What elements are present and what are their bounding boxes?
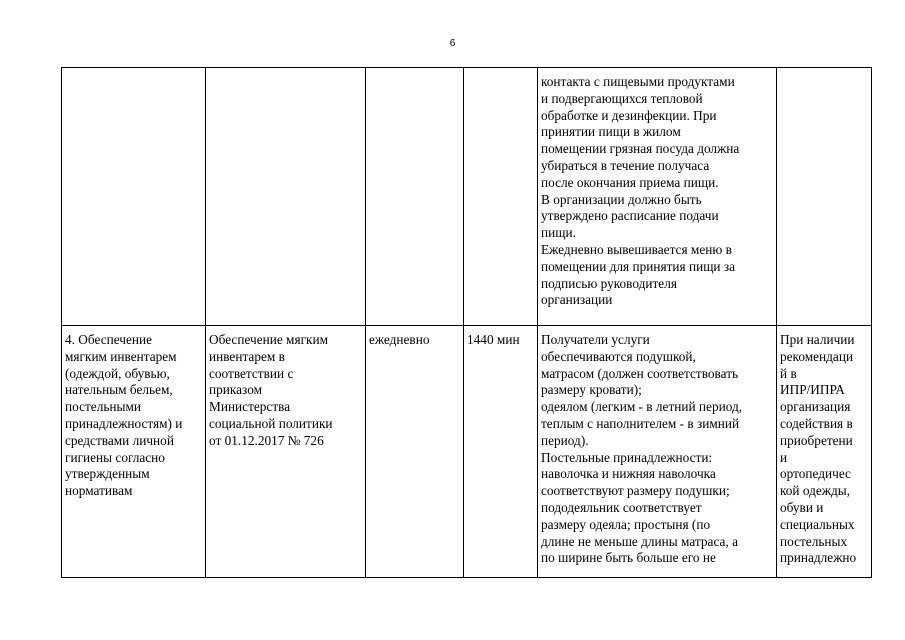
cell-notes xyxy=(777,326,872,578)
text-line: и подвергающихся тепловой xyxy=(541,90,703,106)
text-line: соответствуют размеру подушки; xyxy=(541,483,730,499)
text-line: соответствии с xyxy=(209,365,294,381)
text-line: средствами личной xyxy=(65,432,174,448)
cell-frequency xyxy=(366,326,464,578)
cell-frequency-empty xyxy=(366,68,464,326)
text-line: Ежедневно вывешивается меню в xyxy=(541,241,732,257)
cell-requirements xyxy=(538,68,777,326)
services-table xyxy=(61,67,872,578)
frequency-text: ежедневно xyxy=(369,332,430,347)
cell-notes-empty xyxy=(777,68,872,326)
cell-service-name-empty xyxy=(62,68,206,326)
text-line: матрасом (должен соответствовать xyxy=(541,365,739,381)
text-line: от 01.12.2017 № 726 xyxy=(209,432,324,448)
text-line: контакта с пищевыми продуктами xyxy=(541,74,735,89)
text-line: ИПР/ИПРА xyxy=(780,382,845,398)
cell-standard xyxy=(206,326,366,578)
text-line: мягким инвентарем xyxy=(65,348,177,364)
text-line: ортопедичес xyxy=(780,466,851,482)
text-line: по ширине быть больше его не xyxy=(541,550,716,566)
text-line: постельными xyxy=(65,399,141,415)
text-line: инвентарем в xyxy=(209,348,285,364)
cell-standard-empty xyxy=(206,68,366,326)
text-line: содействия в xyxy=(780,415,853,431)
text-line: размеру одеяла; простыня (по xyxy=(541,516,711,532)
text-line: принятии пищи в жилом xyxy=(541,124,681,140)
text-line: приказом xyxy=(209,382,263,398)
cell-service-name xyxy=(62,326,206,578)
table-row-continuation xyxy=(62,68,872,326)
text-line: после окончания приема пищи. xyxy=(541,174,719,190)
text-line: период). xyxy=(541,432,589,448)
cell-requirements xyxy=(538,326,777,578)
table-row-item-4 xyxy=(62,326,872,578)
text-line: одеялом (легким - в летний период, xyxy=(541,399,743,415)
text-line: обработке и дезинфекции. При xyxy=(541,107,717,123)
text-line: социальной политики xyxy=(209,415,333,431)
text-line: постельных xyxy=(780,533,848,549)
text-line: принадлежностям) и xyxy=(65,415,183,431)
duration-text: 1440 мин xyxy=(467,332,520,347)
text-line: размеру кровати); xyxy=(541,382,642,398)
text-line: наволочка и нижняя наволочка xyxy=(541,466,716,482)
text-line: убираться в течение получаса xyxy=(541,157,710,173)
text-line: специальных xyxy=(780,516,855,532)
text-line: принадлежно xyxy=(780,550,857,566)
text-line: гигиены согласно xyxy=(65,449,165,465)
text-line: длине не меньше длины матраса, а xyxy=(541,533,738,549)
text-line: обеспечиваются подушкой, xyxy=(541,348,696,364)
page-number: 6 xyxy=(449,38,456,49)
text-line: организация xyxy=(780,399,851,415)
text-line: нормативам xyxy=(65,483,133,499)
text-line: кой одежды, xyxy=(780,483,851,499)
text-line: и xyxy=(780,449,788,465)
text-line: Получатели услуги xyxy=(541,332,650,347)
text-line: помещении для принятия пищи за xyxy=(541,258,736,274)
text-line: теплым с наполнителем - в зимний xyxy=(541,415,740,431)
cell-duration xyxy=(464,326,538,578)
text-line: подписью руководителя xyxy=(541,275,677,291)
text-line: приобретени xyxy=(780,432,853,448)
text-line: (одеждой, обувью, xyxy=(65,365,170,381)
text-line: обуви и xyxy=(780,499,824,515)
cell-duration-empty xyxy=(464,68,538,326)
text-line: й в xyxy=(780,365,797,381)
text-line: 4. Обеспечение xyxy=(65,332,153,347)
text-line: организации xyxy=(541,292,613,308)
text-line: помещении грязная посуда должна xyxy=(541,141,740,157)
text-line: нательным бельем, xyxy=(65,382,173,398)
text-line: рекомендаци xyxy=(780,348,854,364)
text-line: пододеяльник соответствует xyxy=(541,499,702,515)
text-line: утверждено расписание подачи xyxy=(541,208,719,224)
text-line: утвержденным xyxy=(65,466,150,482)
text-line: При наличии xyxy=(780,332,855,347)
text-line: Постельные принадлежности: xyxy=(541,449,713,465)
text-line: пищи. xyxy=(541,225,576,241)
text-line: В организации должно быть xyxy=(541,191,702,207)
text-line: Министерства xyxy=(209,399,291,415)
text-line: Обеспечение мягким xyxy=(209,332,329,347)
